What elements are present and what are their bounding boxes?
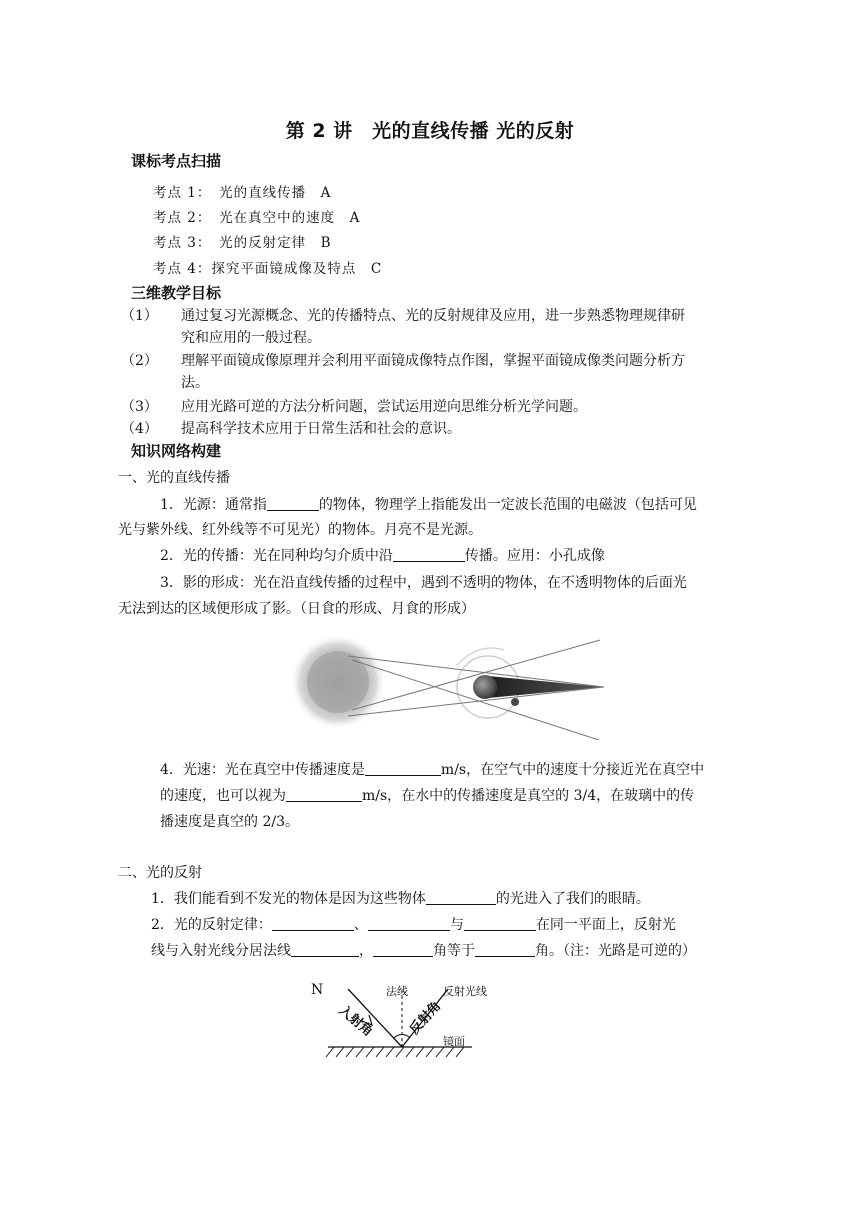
goal-text: 通过复习光源概念、光的传播特点、光的反射规律及应用，进一步熟悉物理规律研 <box>181 308 685 324</box>
paragraph-line: 播速度是真空的 2/3。 <box>160 814 299 830</box>
goal-text: 提高科学技术应用于日常生活和社会的意识。 <box>181 421 461 437</box>
kaodian-item: 考点 3： 光的反射定律 B <box>153 235 332 251</box>
earth-shadow-cone <box>488 676 604 698</box>
kaodian-item: 考点 4：探究平面镜成像及特点 C <box>153 261 383 277</box>
goal-text: 究和应用的一般过程。 <box>181 330 321 346</box>
earth <box>473 675 497 699</box>
paragraph-line: 3．影的形成：光在沿直线传播的过程中，遇到不透明的物体，在不透明物体的后面光 <box>160 575 687 591</box>
paragraph-reflection-1: 1．我们能看到不发光的物体是因为这些物体 的光进入了我们的眼睛。 <box>151 891 650 907</box>
fill-blank <box>272 916 354 931</box>
diagram-label-reflection: 反射角 <box>406 998 445 1038</box>
kaodian-item: 考点 1： 光的直线传播 A <box>153 185 332 201</box>
section-heading-zhishi: 知识网络构建 <box>131 442 222 460</box>
fill-blank <box>365 761 441 776</box>
paragraph-speed: 4．光速：光在真空中传播速度是 m/s，在空气中的速度十分接近光在真空中 <box>160 762 705 778</box>
fill-blank <box>464 916 536 931</box>
paragraph-line: 光与紫外线、红外线等不可见光）的物体。月亮不是光源。 <box>118 522 482 538</box>
part-title: 一、光的直线传播 <box>118 470 230 486</box>
fill-blank <box>393 547 465 562</box>
section-heading-mubiao: 三维教学目标 <box>131 284 222 302</box>
paragraph-speed-cont: 的速度，也可以视为 m/s，在水中的传播速度是真空的 3/4，在玻璃中的传 <box>160 788 695 804</box>
paragraph-reflection-law-cont: 线与入射光线分居法线 ， 角等于 角。（注：光路是可逆的） <box>151 943 696 959</box>
fill-blank <box>373 942 433 957</box>
paragraph-propagation: 2．光的传播：光在同种均匀介质中沿 传播。应用：小孔成像 <box>160 548 605 564</box>
section-heading-kaodian: 课标考点扫描 <box>131 152 222 170</box>
fill-blank <box>368 916 450 931</box>
goal-number: （1） <box>121 308 158 324</box>
goal-number: （3） <box>121 399 158 415</box>
fill-blank <box>426 890 496 905</box>
eclipse-illustration <box>290 630 610 740</box>
fill-blank <box>291 942 359 957</box>
fill-blank <box>475 942 535 957</box>
fill-blank <box>267 496 319 511</box>
fill-blank <box>286 787 362 802</box>
diagram-label-reflected: 反射光线 <box>443 985 487 998</box>
paragraph-reflection-law: 2．光的反射定律： 、 与 在同一平面上，反射光 <box>151 917 676 933</box>
page-title: 第 2 讲 光的直线传播 光的反射 <box>285 120 575 142</box>
paragraph-line: 无法到达的区域便形成了影。（日食的形成、月食的形成） <box>118 601 475 617</box>
goal-text: 理解平面镜成像原理并会利用平面镜成像特点作图，掌握平面镜成像类问题分析方 <box>181 353 685 369</box>
diagram-label-n: N <box>311 982 324 998</box>
goal-number: （2） <box>121 353 158 369</box>
part-title: 二、光的反射 <box>118 865 202 881</box>
paragraph-light-source: 1．光源：通常指 的物体，物理学上指能发出一定波长范围的电磁波（包括可见 <box>160 497 697 513</box>
diagram-label-normal: 法线 <box>386 985 408 998</box>
goal-number: （4） <box>121 421 158 437</box>
goal-text: 应用光路可逆的方法分析问题，尝试运用逆向思维分析光学问题。 <box>181 399 587 415</box>
diagram-label-incidence: 入射角 <box>335 1003 376 1040</box>
diagram-label-mirror: 镜面 <box>443 1035 465 1048</box>
kaodian-item: 考点 2： 光在真空中的速度 A <box>153 210 361 226</box>
moon <box>511 698 519 706</box>
goal-text: 法。 <box>181 375 209 391</box>
